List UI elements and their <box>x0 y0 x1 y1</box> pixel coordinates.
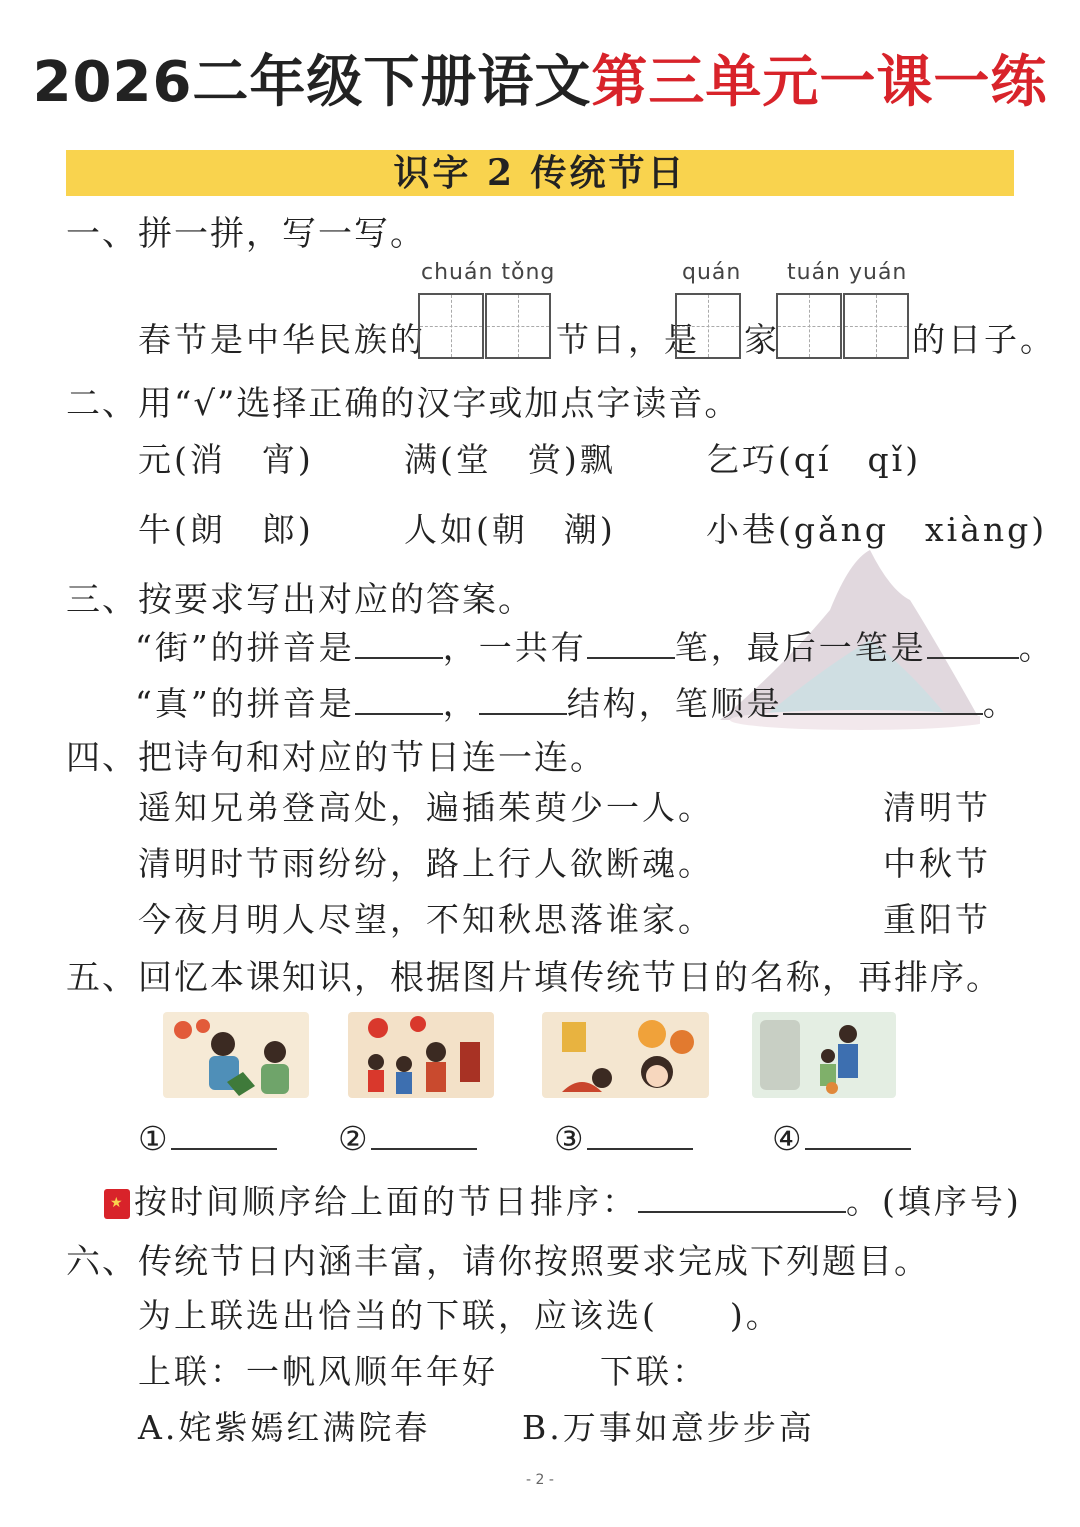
q3-l2b: ， <box>442 684 479 723</box>
q3-heading: 三、按要求写出对应的答案。 <box>66 580 534 620</box>
lesson-title: 识字 2 传统节日 <box>393 152 687 194</box>
q2-choice-5[interactable]: 人如(朝 潮) <box>404 510 616 549</box>
answer-blank[interactable] <box>587 1118 693 1150</box>
red-envelope-icon <box>104 1189 130 1219</box>
dragon-boat-picture <box>163 1012 309 1098</box>
q6-upper-couplet: 上联：一帆风顺年年好 <box>138 1352 498 1391</box>
answer-blank[interactable] <box>479 683 567 715</box>
q3-l1c: 笔，最后一笔是 <box>674 628 927 667</box>
writing-box-5[interactable] <box>843 293 909 359</box>
answer-blank[interactable] <box>927 627 1019 659</box>
q5-item-4 <box>772 1118 911 1158</box>
q6-option-a[interactable]: A.姹紫嫣红满院春 <box>138 1408 431 1447</box>
title-red: 第三单元一课一练 <box>591 50 1048 115</box>
q3-l1d: 。 <box>1018 628 1055 667</box>
festival-3[interactable]: 重阳节 <box>883 900 991 939</box>
title-black: 2026二年级下册语文 <box>32 50 592 115</box>
answer-blank[interactable] <box>371 1118 477 1150</box>
pinyin-tuanyuan: tuán yuán <box>787 260 908 285</box>
q3-l2c: 结构，笔顺是 <box>566 684 783 723</box>
pinyin-chuantong: chuán tǒng <box>421 260 556 285</box>
q4-heading: 四、把诗句和对应的节日连一连。 <box>66 738 606 778</box>
answer-blank[interactable] <box>805 1118 911 1150</box>
q2-choice-2[interactable]: 满(堂 赏)飘 <box>404 440 616 479</box>
answer-blank[interactable] <box>355 627 443 659</box>
q2-heading: 二、用“√”选择正确的汉字或加点字读音。 <box>66 384 741 424</box>
q5-heading: 五、回忆本课知识，根据图片填传统节日的名称，再排序。 <box>66 958 1002 998</box>
answer-blank[interactable] <box>783 683 983 715</box>
poem-1[interactable]: 遥知兄弟登高处，遍插茱萸少一人。 <box>138 788 714 827</box>
pinyin-quan: quán <box>682 260 742 285</box>
q2-choice-6[interactable]: 小巷(gǎng xiàng) <box>706 510 1048 549</box>
q2-choice-4[interactable]: 牛(朗 郎) <box>138 510 314 549</box>
q3-l2d: 。 <box>982 684 1019 723</box>
page-number: - 2 - <box>526 1472 554 1488</box>
q3-line-2 <box>135 678 1019 725</box>
answer-blank[interactable] <box>638 1181 846 1213</box>
poem-3[interactable]: 今夜月明人尽望，不知秋思落谁家。 <box>138 900 714 939</box>
q3-line-1 <box>135 622 1055 669</box>
qingming-picture <box>752 1012 896 1098</box>
mid-autumn-picture <box>542 1012 709 1098</box>
q5-num-3: ③ <box>554 1119 587 1158</box>
q5-order-label: 按时间顺序给上面的节日排序： <box>134 1182 638 1221</box>
q5-num-4: ④ <box>772 1119 805 1158</box>
q3-l2a: “真”的拼音是 <box>135 684 355 723</box>
writing-box-4[interactable] <box>776 293 842 359</box>
writing-box-3[interactable] <box>675 293 741 359</box>
lesson-banner <box>66 150 1014 196</box>
q3-l1b: ，一共有 <box>442 628 587 667</box>
festival-2[interactable]: 中秋节 <box>883 844 991 883</box>
q2-choice-1[interactable]: 元(消 宵) <box>138 440 314 479</box>
spring-festival-picture <box>348 1012 494 1098</box>
answer-blank[interactable] <box>171 1118 277 1150</box>
writing-box-1[interactable] <box>418 293 484 359</box>
q1-heading: 一、拼一拼，写一写。 <box>66 214 426 254</box>
q1-text-3: 家 <box>744 320 780 359</box>
writing-box-2[interactable] <box>485 293 551 359</box>
q5-item-1 <box>138 1118 277 1158</box>
festival-1[interactable]: 清明节 <box>883 788 991 827</box>
q5-order-line <box>104 1176 1022 1223</box>
q6-lower-couplet: 下联： <box>600 1352 708 1391</box>
q1-text-1: 春节是中华民族的 <box>138 320 426 359</box>
q5-item-2 <box>338 1118 477 1158</box>
q2-choice-3[interactable]: 乞巧(qí qǐ) <box>706 440 922 479</box>
answer-blank[interactable] <box>355 683 443 715</box>
q1-text-4: 的日子。 <box>912 320 1056 359</box>
q5-num-1: ① <box>138 1119 171 1158</box>
q3-l1a: “街”的拼音是 <box>135 628 355 667</box>
q6-heading: 六、传统节日内涵丰富，请你按照要求完成下列题目。 <box>66 1242 930 1282</box>
q5-item-3 <box>554 1118 693 1158</box>
q1-text-2: 节日，是 <box>556 320 700 359</box>
q5-num-2: ② <box>338 1119 371 1158</box>
poem-2[interactable]: 清明时节雨纷纷，路上行人欲断魂。 <box>138 844 714 883</box>
q5-order-tail: 。(填序号) <box>846 1182 1022 1221</box>
q6-prompt: 为上联选出恰当的下联，应该选( )。 <box>138 1296 782 1335</box>
answer-blank[interactable] <box>587 627 675 659</box>
q6-option-b[interactable]: B.万事如意步步高 <box>522 1408 815 1447</box>
page-title <box>0 38 1080 118</box>
